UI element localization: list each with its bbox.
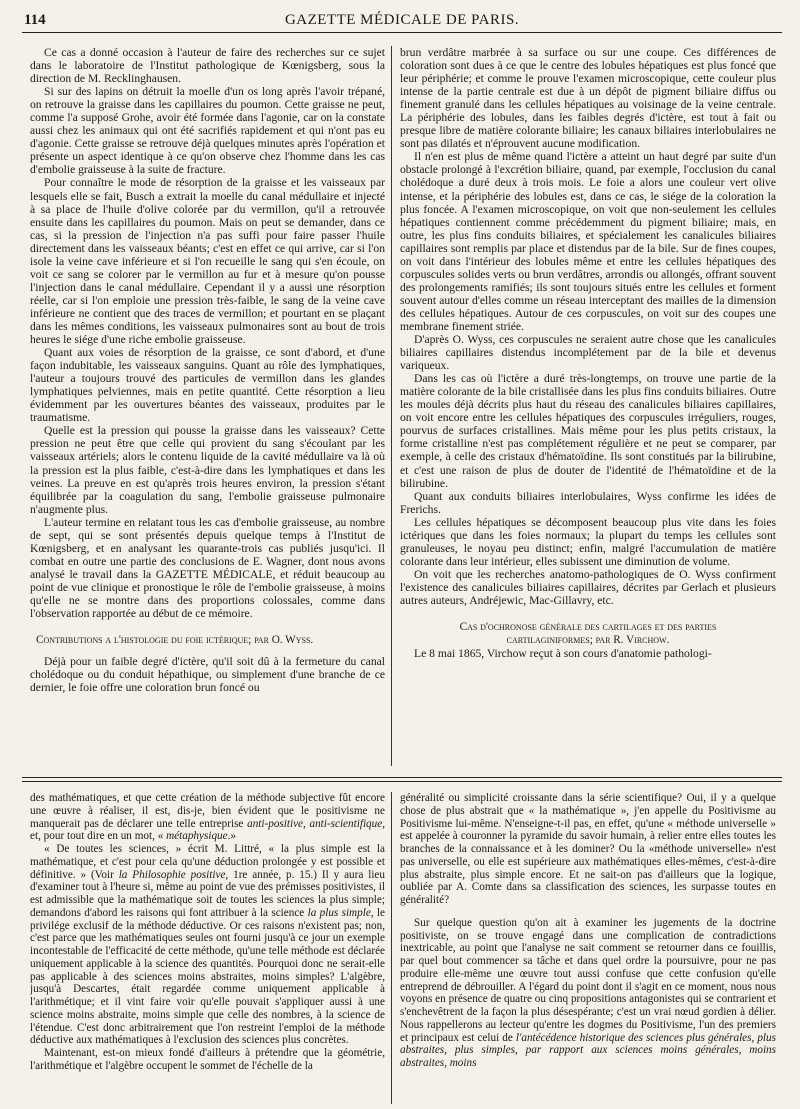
text-run: , et, pour tout dire en un mot, « bbox=[30, 817, 385, 843]
paragraph: Quant aux conduits biliaires interlobulaires, Wyss confirme les idées de Frerichs. bbox=[400, 489, 776, 516]
journal-title: GAZETTE MÉDICALE DE PARIS. bbox=[284, 12, 520, 28]
paragraph: généralité ou simplicité croissante dans la série scientifique? Oui, il y a quelque chose de plus abstrait que « la mathématique », j'en appelle du Positivisme au Positivisme lui-même. N'enseigne-t-il pas, en effet, qu'une « méthode universelle » est appelée à couronner la pyramide du savoir humain, à relier entre elles toutes les branches de la connaissance et à les dominer? Ou la «méthode universelle» n'est pas universelle, ou elle est supérieure aux mathématiques elles-mêmes, c'est-à-dire plus abstraite, plus simple encore. Et ne sait-on pas d'ailleurs que la logique, oubliée par A. Comte dans sa classification des sciences, les surpasse toutes en généralité? bbox=[400, 792, 776, 906]
column-divider bbox=[391, 792, 392, 1104]
heading-line: cartilaginiformes; par R. Virchow. bbox=[506, 634, 670, 647]
column-divider bbox=[391, 46, 392, 766]
italic-run: l'antécédence historique des sciences plus générales, plus abstraites, plus simples, par rapport aux sciences moins générales, moins abstraites, moins bbox=[400, 1031, 776, 1069]
paragraph: Il n'en est plus de même quand l'ictère a atteint un haut degré par suite d'un obstacle prolongé à l'excrétion biliaire, quand, par exemple, l'occlusion du canal cholédoque a duré deux à trois mois. Le foie a alors une couleur vert olive intense, et la périphérie des lobules est, dans ce cas, le siége de la coloration la plus foncée. A l'examen microscopique, on voit que non-seulement les cellules hépatiques contiennent comme précédemment du pigment biliaire; mais, en outre, les plus fins conduits biliaires, et spécialement les canalicules biliaires capillaires sont remplis par place et distendus par de la bile. Sur de fines coupes, on voit dans l'intérieur des lobules même et entre les cellules hépatiques des corpuscules solides verts ou brun verdâtres, arrondis ou allongés, offrant souvent des prolongements ramifiés; ils sont toujours situés entre les cellules et forment souvent autour d'elles comme un réseau interceptant des mailles de la dimension des cellules hépatiques. Autour de ces corpuscules, on voit sur des coupes une membrane finement striée. bbox=[400, 150, 776, 333]
paragraph: Si sur des lapins on détruit la moelle d'un os long après l'avoir trépané, on retrouve la graisse dans les capillaires du poumon. Cette graisse ne peut, comme l'a supposé Grohe, avoir été formée dans l'agonie, car on la constate aussi chez les animaux qui ont été sacrifiés rapidement et qui n'ont pas eu d'agonie. Cette graisse se retrouve déjà quelques minutes après l'opération et présente un aspect identique à ce qu'on observe chez l'homme dans les cas d'embolie graisseuse à la suite de fracture. bbox=[30, 85, 385, 177]
paragraph bbox=[400, 917, 776, 1070]
paragraph: Déjà pour un faible degré d'ictère, qu'il soit dû à la fermeture du canal cholédoque ou du conduit hépathique, ou simplement d'une branche de ce dernier, le foie offre une coloration brun foncé ou bbox=[30, 655, 385, 695]
upper-right-column bbox=[400, 46, 776, 768]
paragraph bbox=[30, 792, 385, 843]
paragraph: Dans les cas où l'ictère a duré très-longtemps, on trouve une partie de la matière colorante de la bile cristallisée dans les plus fins conduits biliaires. Outre les moules déjà décrits plus haut du réseau des canalicules biliaires capillaires, on voit encore entre les cellules hépatiques des corpuscules irréguliers, rouges, pourvus de surfaces cristallines. Mais même pour les plus petits cristaux, la forme cristalline n'est pas complétement régulière et ne peut se comparer, par exemple, à celle des cristaux d'hématoïdine. Ils sont constitués par la bilirubine, et c'est une raison de plus de douter de l'identité de l'hématoïdine et de la bilirubine. bbox=[400, 372, 776, 490]
paragraph: On voit que les recherches anatomo-pathologiques de O. Wyss confirment l'existence des canalicules biliaires capillaires, décrites par Gerlach et plusieurs autres auteurs, Andréjewic, Mac-Gillavry, etc. bbox=[400, 567, 776, 607]
text-run: .» bbox=[227, 830, 236, 843]
newspaper-page bbox=[22, 6, 782, 1106]
text-run: Sur quelque question qu'on ait à examiner les jugements de la doctrine positiviste, on se trouve engagé dans une complication de contradictions inextricable, au point que l'analyse ne sait comment se retourner dans ce fouillis, par quel bout commencer sa tâche et dans quel ordre la poursuivre, pour ne pas produire elle-même une œuvre tout aussi confuse que cette confusion qu'elle entreprend de débrouiller. A l'égard du point dont il s'agit en ce moment, nous nous voyons en présence de quatre ou cinq propositions antagonistes qui se contrarient et s'enchevêtrent de la façon la plus désespérante; c'est un vrai nœud gordien à délier. Nous rappellerons au lecteur qu'entre les dogmes du Positivisme, l'un des premiers et principaux est celui de bbox=[400, 916, 776, 1044]
paragraph: Le 8 mai 1865, Virchow reçut à son cours d'anatomie pathologi- bbox=[414, 647, 712, 661]
text-run: des mathématiques, et que cette création de la méthode subjective fût encore une œuvre à réaliser, il est, dis-je, bien évident que le positivisme ne manquerait pas de déclarer une telle entreprise bbox=[30, 792, 385, 830]
section-separator bbox=[22, 781, 782, 782]
italic-run: métaphysique bbox=[166, 830, 228, 843]
section-heading-wyss: Contributions a l'histologie du foie ictérique; par O. Wyss. bbox=[36, 634, 314, 647]
paragraph: Quant aux voies de résorption de la graisse, ce sont d'abord, et d'une façon indubitable, les vaisseaux sanguins. Quant au rôle des lymphatiques, l'auteur a toujours trouvé des particules de vermillon dans les glandes lymphatiques pelviennes, mais en petite quantité. Cette résorption a lieu évidemment par les ouvertures béantes des vaisseaux, produites par le traumatisme. bbox=[30, 346, 385, 425]
section-heading-virchow-cont bbox=[400, 634, 776, 647]
lower-left-column bbox=[30, 792, 385, 1102]
italic-run: la Philosophie positive bbox=[118, 868, 226, 881]
paragraph bbox=[30, 843, 385, 1047]
upper-left-column bbox=[30, 46, 385, 768]
italic-run: la plus simple bbox=[307, 906, 371, 919]
paragraph: Les cellules hépatiques se décomposent beaucoup plus vite dans les foies ictériques que dans les foies normaux; la plupart du temps les cellules sont granuleuses, le noyau peu distinct; enfin, malgré l'accumulation de matière colorante dans leur intérieur, elles subissent une diminution de volume. bbox=[400, 515, 776, 568]
paragraph: Pour connaître le mode de résorption de la graisse et les vaisseaux par lesquels elle se fait, Busch a extrait la moelle du canal médullaire et injecté à sa place de l'huile d'olive colorée par du vermillon, qu'il a retrouvée ensuite dans les capillaires du poumon. Mais on peut se demander, dans ce cas, si la pression de l'injection n'a pas suffi pour faire passer l'huile directement dans les vaisseaux béants; c'est en effet ce qui arrive, car si l'on isole la veine cave inférieure et si l'on recueille le sang qui s'en écoule, on voit ce sang se colorer par le vermillon au fur et à mesure qu'on pousse l'injection dans le canal médullaire. Cependant il y a aussi une résorption réelle, car si l'on emploie une pression très-faible, le sang de la veine cave inférieure ne contient que des traces de vermillon; et pourtant en se plaçant dans les mêmes conditions, les vaisseaux pulmonaires sont au bout de trois heures le siége d'une riche embolie graisseuse. bbox=[30, 176, 385, 347]
page-header bbox=[22, 6, 782, 33]
section-separator bbox=[22, 777, 782, 778]
italic-run: anti-positive, anti-scientifique bbox=[247, 817, 383, 830]
paragraph: L'auteur termine en relatant tous les cas d'embolie graisseuse, au nombre de sept, qui se sont présentés depuis quelque temps à l'Institut de Kœnigsberg, et en analysant les quarante-trois cas publiés jusqu'ici. Il combat en outre une partie des conclusions de E. Wagner, dont nous avons analysé le travail dans la GAZETTE MÉDICALE, et réduit beaucoup au point de vue clinique et pronostique le rôle de l'embolie graisseuse, à moins qu'elle ne se montre dans des proportions colossales, comme dans l'observation rapportée au début de ce mémoire. bbox=[30, 515, 385, 621]
paragraph-gap bbox=[400, 907, 776, 917]
paragraph: D'après O. Wyss, ces corpuscules ne seraient autre chose que les canalicules biliaires capillaires distendus incomplétement par de la bile et devenus variqueux. bbox=[400, 333, 776, 373]
page-number: 114 bbox=[24, 12, 46, 28]
text-run: « De toutes les sciences, » écrit M. Littré, « la plus simple est la mathématique, et c'est pour cela qu'une déduction prolongée y est possible et définitive. » (Voir bbox=[30, 843, 385, 881]
paragraph: Maintenant, est-on mieux fondé d'ailleurs à prétendre que la géométrie, l'arithmétique et l'algèbre occupent le sommet de l'échelle de la bbox=[30, 1047, 385, 1072]
paragraph: brun verdâtre marbrée à sa surface ou sur une coupe. Ces différences de coloration sont dues à ce que le centre des lobules hépatiques est plus foncé que leur périphérie; et comme le prouve l'examen microscopique, cette couleur plus intense de la partie centrale est due à un dépôt de pigment biliaire diffus ou finement granulé dans les cellules hépatiques au voisinage de la veine centrale. La périphérie des lobules, dans les faibles degrés d'ictère, est tout à fait ou presque libre de matière colorante biliaire; les canaux biliaires interlobulaires ne sont pas dilatés et n'éprouvent aucune modification. bbox=[400, 46, 776, 151]
paragraph: Ce cas a donné occasion à l'auteur de faire des recherches sur ce sujet dans le laboratoire de l'Institut pathologique de Kœnigsberg, sous la direction de M. Recklinghausen. bbox=[30, 46, 385, 86]
paragraph: Quelle est la pression qui pousse la graisse dans les vaisseaux? Cette pression ne peut être que celle qui provient du sang s'écoulant par les vaisseaux artériels; alors le contenu liquide de la cavité médullaire va là où la pression est la plus faible, c'est-à-dire dans les lymphatiques et dans les veines. La preuve en est qu'après trois heures environ, la pression s'étant équilibrée par la coagulation du sang, l'embolie graisseuse pulmonaire n'augmente plus. bbox=[30, 424, 385, 516]
lower-right-column bbox=[400, 792, 776, 1102]
text-run: , le privilége exclusif de la méthode déductive. Or ces raisons n'existent pas; non, c'est parce que les mathématiques seules ont fourni jusqu'à ce jour un exemple incontestable de l'efficacité de cette méthode, qu'une telle méthode est déclarée uniquement applicable à la science des quantités. Pourquoi donc ne serait-elle pas applicable à des sciences moins abstraites, moins simples? L'algèbre, jusqu'à Descartes, était regardée comme uniquement applicable à l'arithmétique; et il vint faire voir qu'elle pouvait s'appliquer aussi à une science moins abstraite, moins simple que celle des nombres, à la science de l'étendue. C'est donc arbitrairement que l'on restreint l'emploi de la méthode déductive aux mathématiques à l'exclusion des sciences plus concrètes. bbox=[30, 906, 385, 1047]
text-run: , 1re année, p. 15.) Il y aura lieu d'examiner tout à l'heure si, même au point de vue des prémisses positivistes, il est admissible que la mathématique soit de toutes les sciences la plus simple; demandons d'abord les raisons qui font attribuer à la science bbox=[30, 868, 385, 919]
heading-line: Cas d'ochronose générale des cartilages et des parties bbox=[459, 621, 717, 634]
section-heading-virchow bbox=[400, 621, 776, 634]
